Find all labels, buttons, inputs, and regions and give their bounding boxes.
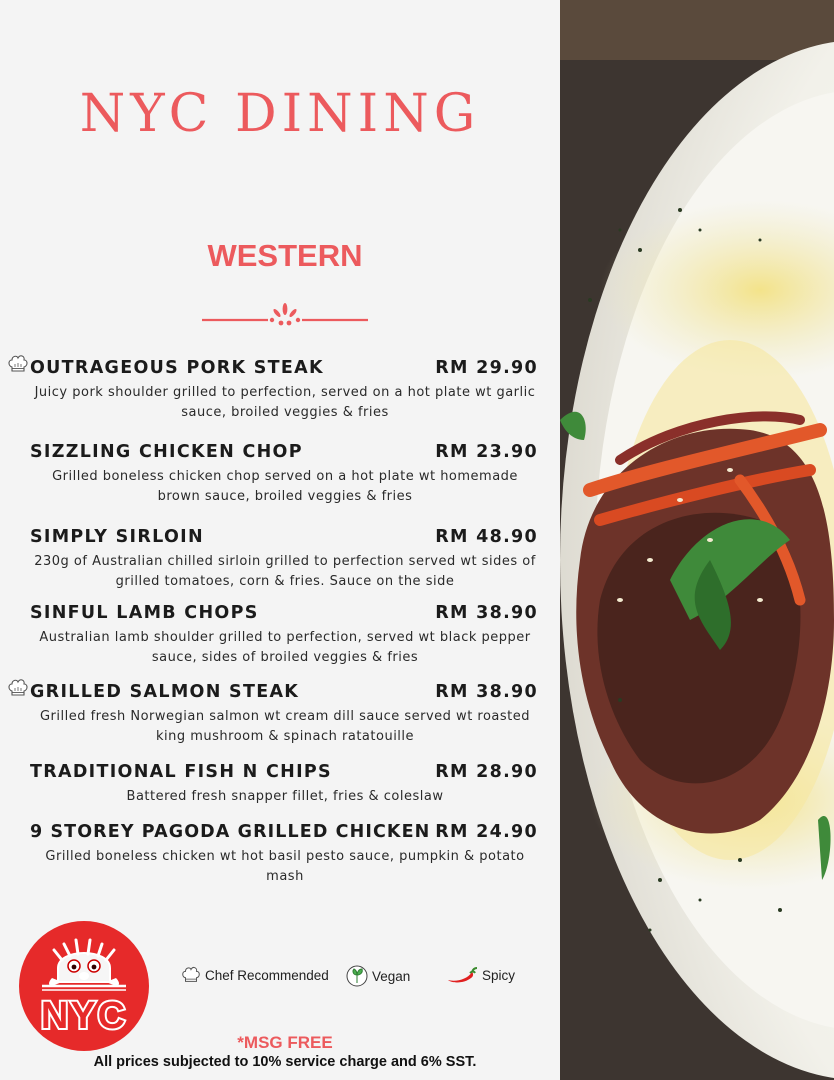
- restaurant-title: NYC DINING: [79, 84, 481, 144]
- item-name: GRILLED SALMON STEAK: [30, 682, 300, 702]
- chef-hat-icon: [6, 352, 30, 376]
- menu-item: [30, 762, 540, 807]
- food-photo: [560, 0, 834, 1080]
- item-description: Grilled boneless chicken chop served on a hot plate wt homemade brown sauce, broiled veggies & fries: [52, 469, 518, 504]
- item-description: Grilled fresh Norwegian salmon wt cream dill sauce served wt roasted king mushroom & spinach ratatouille: [39, 709, 531, 744]
- chili-pepper-icon: [445, 964, 479, 986]
- item-price: RM 48.90: [435, 527, 538, 547]
- item-name: SIZZLING CHICKEN CHOP: [30, 442, 303, 462]
- legend-chef: [180, 964, 329, 986]
- item-price: RM 38.90: [435, 603, 538, 623]
- menu-item: [30, 358, 540, 423]
- item-name: 9 STOREY PAGODA GRILLED CHICKEN: [30, 822, 431, 842]
- section-title: WESTERN: [207, 238, 363, 273]
- item-name: TRADITIONAL FISH N CHIPS: [30, 762, 332, 782]
- menu-item: [30, 682, 540, 747]
- item-description: Grilled boneless chicken wt hot basil pesto sauce, pumpkin & potato mash: [45, 849, 525, 884]
- item-price: RM 24.90: [435, 822, 538, 842]
- item-description: 230g of Australian chilled sirloin grilled to perfection served wt sides of grilled tomatoes, corn & fries. Sauce on the side: [34, 554, 536, 589]
- legend-spicy: [445, 964, 515, 986]
- item-price: RM 29.90: [435, 358, 538, 378]
- menu-item: [30, 527, 540, 592]
- menu-item: [30, 442, 540, 507]
- item-price: RM 38.90: [435, 682, 538, 702]
- msg-free-note: *MSG FREE: [237, 1033, 333, 1052]
- legend-vegan: [345, 964, 410, 988]
- vegan-leaf-icon: [345, 964, 369, 988]
- divider-ornament-icon: [200, 298, 370, 330]
- legend-vegan-label: Vegan: [372, 968, 411, 984]
- legend-chef-label: Chef Recommended: [205, 967, 329, 983]
- logo-text: NYC: [40, 995, 128, 1037]
- chef-hat-icon: [180, 964, 202, 986]
- chef-hat-icon: [6, 676, 30, 700]
- legend-spicy-label: Spicy: [482, 967, 516, 983]
- item-name: SIMPLY SIRLOIN: [30, 527, 204, 547]
- menu-item: [30, 603, 540, 668]
- item-description: Australian lamb shoulder grilled to perfection, served wt black pepper sauce, sides of broiled veggies & fries: [39, 630, 531, 665]
- menu-item: [30, 822, 540, 887]
- item-name: OUTRAGEOUS PORK STEAK: [30, 358, 324, 378]
- item-name: SINFUL LAMB CHOPS: [30, 603, 259, 623]
- service-charge-note: All prices subjected to 10% service charge and 6% SST.: [93, 1054, 477, 1070]
- item-description: Juicy pork shoulder grilled to perfection, served on a hot plate wt garlic sauce, broiled veggies & fries: [34, 385, 536, 420]
- item-price: RM 23.90: [435, 442, 538, 462]
- item-price: RM 28.90: [435, 762, 538, 782]
- item-description: Battered fresh snapper fillet, fries & coleslaw: [126, 789, 444, 804]
